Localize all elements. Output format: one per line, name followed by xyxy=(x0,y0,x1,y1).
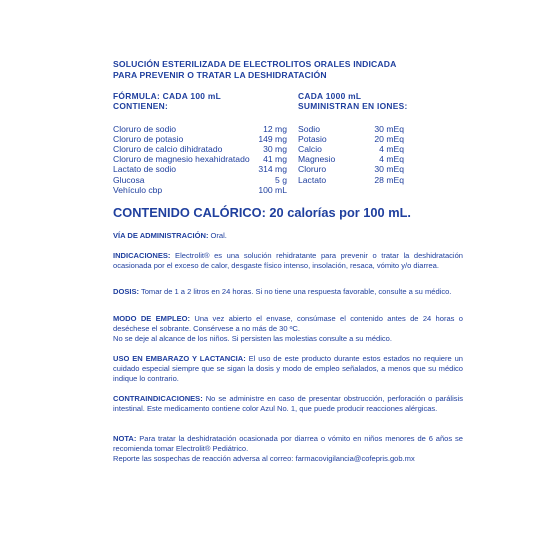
title-line-2: PARA PREVENIR O TRATAR LA DESHIDRATACIÓN xyxy=(113,70,327,80)
dosage-label: DOSIS: xyxy=(113,287,139,296)
formula-item-name: Vehículo cbp xyxy=(113,184,163,195)
ion-item-value: 30 mEq xyxy=(374,164,404,175)
formula-item-value: 314 mg xyxy=(258,164,287,175)
title-line-1: SOLUCIÓN ESTERILIZADA DE ELECTROLITOS ORALES INDICADA xyxy=(113,59,397,69)
contraindications-label: CONTRAINDICACIONES: xyxy=(113,394,203,403)
note-text: Para tratar la deshidratación ocasionada por diarrea o vómito en niños menores de 6 años se recomienda tomar Electrolit® Pediátrico. xyxy=(113,434,463,454)
ions-heading: CADA 1000 mL xyxy=(298,91,362,101)
ion-item-value: 30 mEq xyxy=(374,124,404,134)
formula-item-name: Cloruro de potasio xyxy=(113,134,184,145)
caloric-label: CONTENIDO CALÓRICO: xyxy=(113,205,266,220)
formula-item-value: 100 mL xyxy=(258,184,287,195)
pregnancy-text: El uso de este producto durante estos estados no requiere un cuidado especial siempre que se sigan la dosis y modo de empleo señalados, a menos que su médico indique lo contrario. xyxy=(113,354,463,384)
formula-item-name: Cloruro de magnesio hexahidratado xyxy=(113,154,250,165)
formula-item-name: Cloruro de calcio dihidratado xyxy=(113,144,223,155)
formula-item-name: Glucosa xyxy=(113,174,145,185)
route-label: VÍA DE ADMINISTRACIÓN: xyxy=(113,231,209,240)
indications-text: Electrolit® es una solución rehidratante para prevenir o tratar la deshidratación ocasionada por el exceso de calor, desgaste físico intenso, insolación, resaca, vómito y/o diarrea. xyxy=(113,251,463,271)
ion-item-name: Sodio xyxy=(298,124,320,134)
route-section xyxy=(113,231,463,241)
ion-item-value: 4 mEq xyxy=(379,144,404,155)
ion-item-name: Magnesio xyxy=(298,154,336,165)
ion-item-name: Lactato xyxy=(298,174,327,185)
ions-subheading: SUMINISTRAN EN IONES: xyxy=(298,101,408,111)
usage-section xyxy=(113,314,463,345)
pregnancy-section xyxy=(113,354,463,385)
formula-item-value: 12 mg xyxy=(263,124,287,134)
note-label: NOTA: xyxy=(113,434,137,443)
ion-item-value: 28 mEq xyxy=(374,174,404,185)
ion-item-name: Calcio xyxy=(298,144,322,155)
route-text: Oral. xyxy=(208,231,227,240)
dosage-section xyxy=(113,287,463,297)
formula-item-name: Cloruro de sodio xyxy=(113,124,177,134)
usage-text-2: No se deje al alcance de los niños. Si persisten las molestias consulte a su médico. xyxy=(113,334,392,344)
usage-text: Una vez abierto el envase, consúmase el contenido antes de 24 horas o deséchese el sobrante. Consérvese a no más de 30 ºC. xyxy=(113,314,463,334)
ion-item-value: 4 mEq xyxy=(379,154,404,165)
indications-section xyxy=(113,251,463,271)
formula-item-name: Lactato de sodio xyxy=(113,164,177,175)
usage-label: MODO DE EMPLEO: xyxy=(113,314,191,323)
indications-label: INDICACIONES: xyxy=(113,251,171,260)
contraindications-section xyxy=(113,394,463,414)
formula-heading: FÓRMULA: CADA 100 mL xyxy=(113,91,222,101)
contraindications-text: No se administre en caso de presentar obstrucción, perforación o parálisis intestinal. Este medicamento contiene color Azul No. 1, que puede producir reacciones alérgicas. xyxy=(113,394,463,414)
formula-item-value: 5 g xyxy=(275,174,287,185)
caloric-content xyxy=(113,205,411,220)
note-section xyxy=(113,434,463,465)
formula-item-value: 30 mg xyxy=(263,144,287,155)
caloric-value: 20 calorías por 100 mL. xyxy=(265,205,411,220)
formula-item-value: 149 mg xyxy=(258,134,287,145)
ion-item-value: 20 mEq xyxy=(374,134,404,145)
note-text-2: Reporte las sospechas de reacción adversa al correo: farmacovigilancia@cofepris.gob.mx xyxy=(113,454,415,464)
dosage-text: Tomar de 1 a 2 litros en 24 horas. Si no tiene una respuesta favorable, consulte a su médico. xyxy=(139,287,452,296)
ion-item-name: Potasio xyxy=(298,134,327,145)
formula-subheading: CONTIENEN: xyxy=(113,101,169,111)
formula-item-value: 41 mg xyxy=(263,154,287,165)
pregnancy-label: USO EN EMBARAZO Y LACTANCIA: xyxy=(113,354,246,363)
ion-item-name: Cloruro xyxy=(298,164,327,175)
